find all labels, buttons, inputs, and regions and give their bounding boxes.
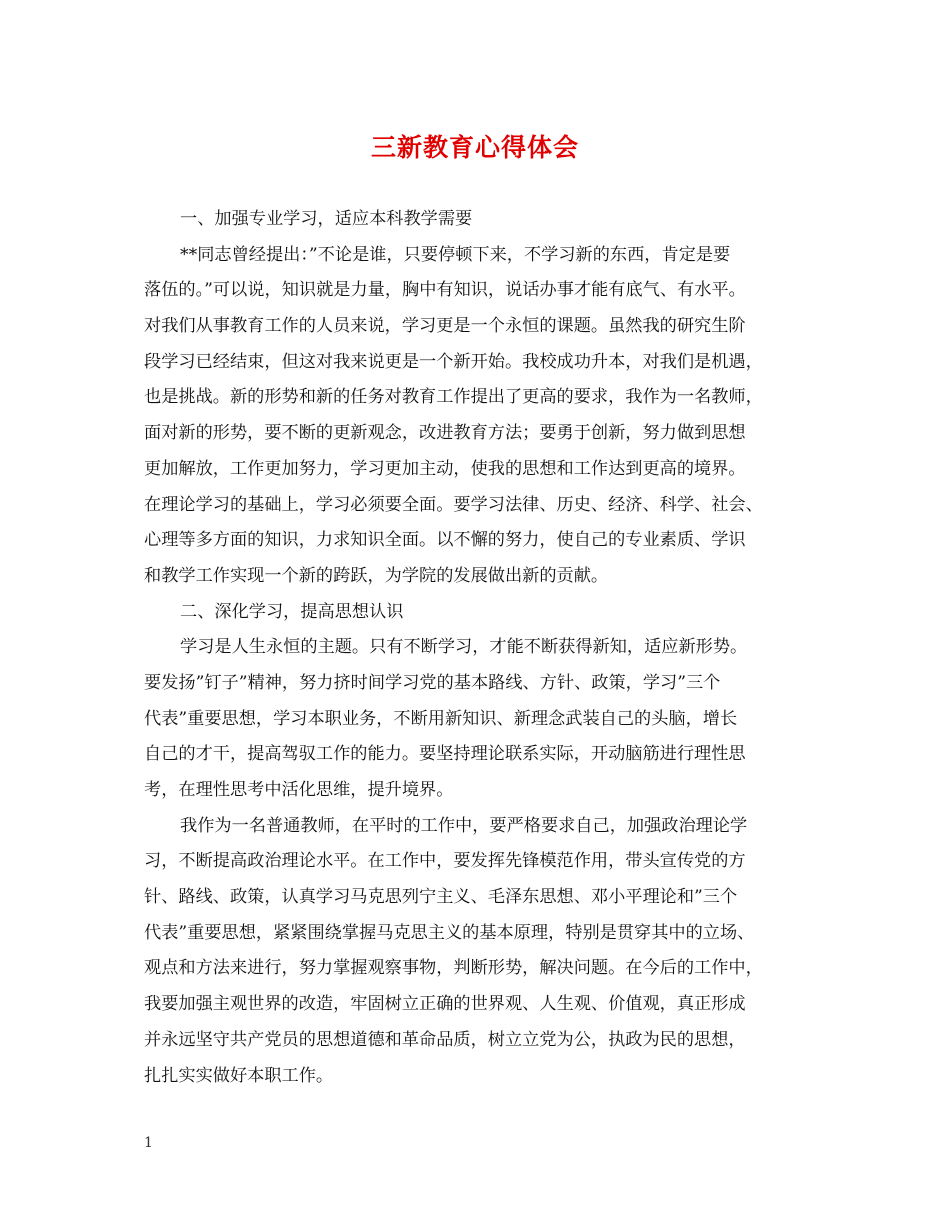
paragraph-line: **同志曾经提出：”不论是谁，只要停顿下来，不学习新的东西，肯定是要 (180, 244, 731, 265)
paragraph-line: 我作为一名普通教师，在平时的工作中，要严格要求自己，加强政治理论学 (180, 815, 748, 836)
paragraph-line: 心理等多方面的知识，力求知识全面。以不懈的努力，使自己的专业素质、学识 (144, 530, 746, 551)
paragraph-line: 观点和方法来进行，努力掌握观察事物，判断形势，解决问题。在今后的工作中， (144, 958, 763, 979)
paragraph-line: 在理论学习的基础上，学习必须要全面。要学习法律、历史、经济、科学、社会、 (144, 494, 763, 515)
page-number: 1 (144, 1135, 153, 1151)
paragraph-line: 落伍的。”可以说，知识就是力量，胸中有知识，说话办事才能有底气、有水平。 (144, 280, 746, 301)
paragraph-line: 学习是人生永恒的主题。只有不断学习，才能不断获得新知，适应新形势。 (180, 637, 748, 658)
paragraph-line: 也是挑战。新的形势和新的任务对教育工作提出了更高的要求，我作为一名教师， (144, 387, 763, 408)
paragraph-line: 针、路线、政策，认真学习马克思列宁主义、毛泽东思想、邓小平理论和”三个 (144, 887, 738, 908)
document-body (144, 202, 826, 1094)
section-heading-2: 二、深化学习，提高思想认识 (180, 601, 404, 622)
paragraph-line: 和教学工作实现一个新的跨跃，为学院的发展做出新的贡献。 (144, 565, 609, 586)
paragraph-line: 更加解放，工作更加努力，学习更加主动，使我的思想和工作达到更高的境界。 (144, 458, 746, 479)
paragraph-line: 考，在理性思考中活化思维，提升境界。 (144, 780, 454, 800)
section-heading-1: 一、加强专业学习，适应本科教学需要 (180, 209, 473, 229)
paragraph-line: 代表”重要思想，紧紧围绕掌握马克思主义的基本原理，特别是贯穿其中的立场、 (144, 922, 755, 943)
paragraph-line: 并永远坚守共产党员的思想道德和革命品质，树立立党为公，执政为民的思想， (144, 1029, 746, 1050)
paragraph-line: 面对新的形势，要不断的更新观念，改进教育方法；要勇于创新，努力做到思想 (144, 423, 746, 444)
paragraph-line: 要发扬”钉子”精神，努力挤时间学习党的基本路线、方针、政策，学习”三个 (144, 672, 721, 693)
paragraph-line: 对我们从事教育工作的人员来说，学习更是一个永恒的课题。虽然我的研究生阶 (144, 316, 746, 337)
paragraph-line: 自己的才干，提高驾驭工作的能力。要坚持理论联系实际，开动脑筋进行理性思 (144, 744, 746, 765)
paragraph-line: 习，不断提高政治理论水平。在工作中，要发挥先锋模范作用，带头宣传党的方 (144, 851, 746, 872)
paragraph-line: 扎扎实实做好本职工作。 (144, 1065, 334, 1086)
paragraph-line: 代表”重要思想，学习本职业务，不断用新知识、新理念武装自己的头脑，增长 (144, 708, 738, 729)
document-title: 三新教育心得体会 (370, 133, 579, 162)
paragraph-line: 我要加强主观世界的改造，牢固树立正确的世界观、人生观、价值观，真正形成 (144, 994, 746, 1015)
paragraph-line: 段学习已经结束，但这对我来说更是一个新开始。我校成功升本，对我们是机遇， (144, 351, 763, 372)
